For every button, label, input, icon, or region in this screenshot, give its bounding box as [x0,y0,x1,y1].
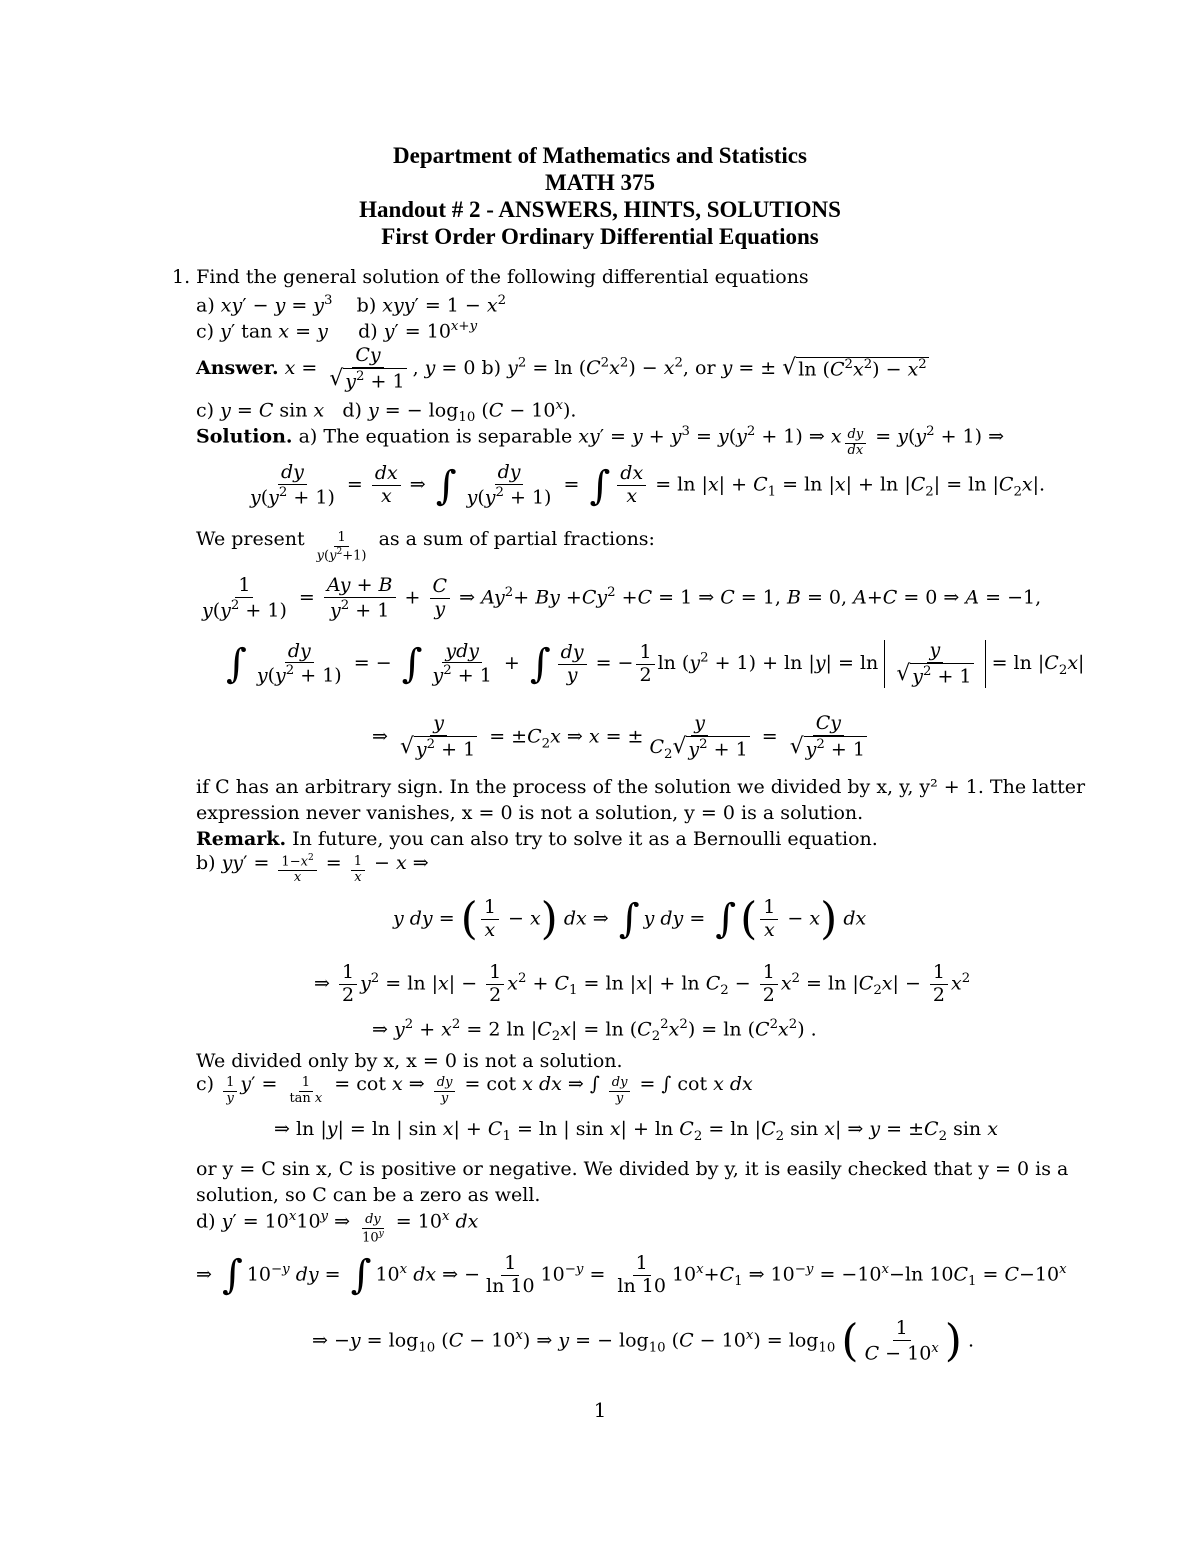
department-heading: Department of Mathematics and Statistics [393,143,807,168]
partial-fraction-intro: We present $\frac{1}{y(y^2+1)}$ as a sum of partial fractions: [196,528,655,564]
solution-a-note-2: expression never vanishes, x = 0 is not a solution, y = 0 is a solution. [196,802,864,824]
problem-c-d: c) y′ tan x = y d) $y' = 10^{x+y}$ [196,319,478,343]
solution-b-note: We divided only by x, x = 0 is not a solution. [196,1050,623,1072]
remark-label: Remark. [196,828,287,850]
handout-heading: Handout # 2 - ANSWERS, HINTS, SOLUTIONS [359,197,841,222]
partial-fraction-equation: $\frac{1}{y(y^2 + 1)}$ = $\frac{Ay + B}{y^2 + 1}$ + $\frac{C}{y}$ ⇒ $Ay^2+ By +Cy^2 +C = 1$ ⇒ C = 1, B = 0, A+C = 0 ⇒ A = −1, [202,574,1042,622]
solution-a-result: ⇒ y √ $y^2 + 1$ = $\pm C_2x$ ⇒ x = ± y $C_2$ √ $y^2 + 1$ = Cy √ $y^2 + 1$ [372,712,865,762]
course-heading: MATH 375 [544,170,656,195]
solution-d-intro: d) $y' = 10^x10^y$ ⇒ $\frac{dy}{10^y}$ = $10^x$ dx [196,1209,479,1246]
solution-a-intro: Solution. a) The equation is separable $xy' = y + y^3 = y(y^2 + 1)$ ⇒ x $\frac{dy}{dx}$ = $y(y^2 + 1)$ ⇒ [196,424,1005,459]
solution-b-intro: b) yy′ = $\frac{1-x^2}{x}$ = $\frac{1}{x}$ − x ⇒ [196,852,429,886]
answer-label: Answer. [196,357,279,379]
solution-d-result: ⇒ $-y = \log_{10} (C - 10^x)$ ⇒ y = − $\log_{10} (C - 10^x) = \log_{10}$ ( $\frac{1}{C - 10^x}$ ) . [312,1315,975,1367]
solution-d-integral: ⇒ ∫ $10^{-y}$ dy = ∫ 10$^x$ dx ⇒ − $\frac{1}{\ln 10}$ $10^{-y}$ = $\frac{1}{\ln 10}$ $10^x+C_1$ ⇒ $10^{-y} = -10^x-\ln$ $10C_1 = C-10^x$ [196,1252,1067,1299]
remark-line [196,830,878,849]
answer-c-d: c) y = C sin x d) y = − $\log_{10} (C - 10^x)$. [196,398,577,426]
solution-a-note-1: if C has an arbitrary sign. In the process of the solution we divided by x, y, y² + 1. The latter [196,776,1086,798]
remark-text: In future, you can also try to solve it as a Bernoulli equation. [292,828,878,850]
solution-b-integral: y dy = ( $\frac{1}{x}$ − x) dx ⇒ ∫ y dy = ∫( $\frac{1}{x}$ − x) dx [393,893,867,945]
problem-prompt: 1. Find the general solution of the following differential equations [172,266,809,288]
problem-a-b: a) $xy' - y = y^3$ b) $xyy' = 1 - x^2$ [196,293,507,317]
solution-c-intro: c) $\frac{1}{y}$ y′ = $\frac{1}{\text{tan x}}$ = cot x ⇒ $\frac{dy}{y}$ = cot x dx ⇒ ∫ $\frac{dy}{y}$ = ∫ cot x dx [196,1073,753,1107]
answer-line: Answer. x = Cy √ $y^2 + 1$ , y = 0 b) $y^2 = \ln (C^2x^2) - x^2$, or y = ± √ $\ln (C^2x^2) - x^2$ [196,344,927,393]
solution-b-step: ⇒ $\frac{1}{2}$ $y^2 = \ln |x|$ − $\frac{1}{2}$ $x^2 + C_1 = \ln |x| + \ln C_2$ − $\frac{1}{2}$ $x^2 = \ln |C_2x|$ − $\frac{1}{2}$ $x^2$ [314,961,971,1006]
solution-c-note-1: or y = C sin x, C is positive or negative. We divided by y, it is easily checked that y = 0 is a [196,1158,1069,1180]
topic-heading: First Order Ordinary Differential Equations [381,224,819,249]
equation-separation: $\frac{dy}{y(y^2 + 1)}$ = $\frac{dx}{x}$ ⇒ ∫ $\frac{dy}{y(y^2 + 1)}$ = ∫ $\frac{dx}{x}$ = $\ln |x| + C_1 = \ln |x| + \ln |C_2| = \ln |C_2x|$. [250,461,1046,509]
integral-equation: ∫ $\frac{dy}{y(y^2 + 1)}$ = − ∫ $\frac{\text{ydy}}{y^2 + 1}$ + ∫ $\frac{dy}{y}$ = − $\frac{1}{2}$ $\ln (y^2 + 1) + \ln |y| = \ln$ y √ $y^2 + 1$ = $\ln |C_2x|$ [226,639,1085,688]
solution-b-result: ⇒ $y^2 + x^2 = 2$ $\ln |C_2x| = \ln (C_2^2x^2) = \ln (C^2x^2)$ . [372,1017,817,1045]
solution-c-result: ⇒ ln |y| = ln | $\sin x| + C_1 = \ln$ | $\sin x| + \ln C_2 = \ln |C_2$ sin x| ⇒ $y = \pm C_2$ sin x [274,1118,998,1144]
page-number: 1 [593,1398,607,1422]
solution-c-note-2: solution, so C can be a zero as well. [196,1184,541,1206]
solution-label: Solution. [196,425,293,448]
